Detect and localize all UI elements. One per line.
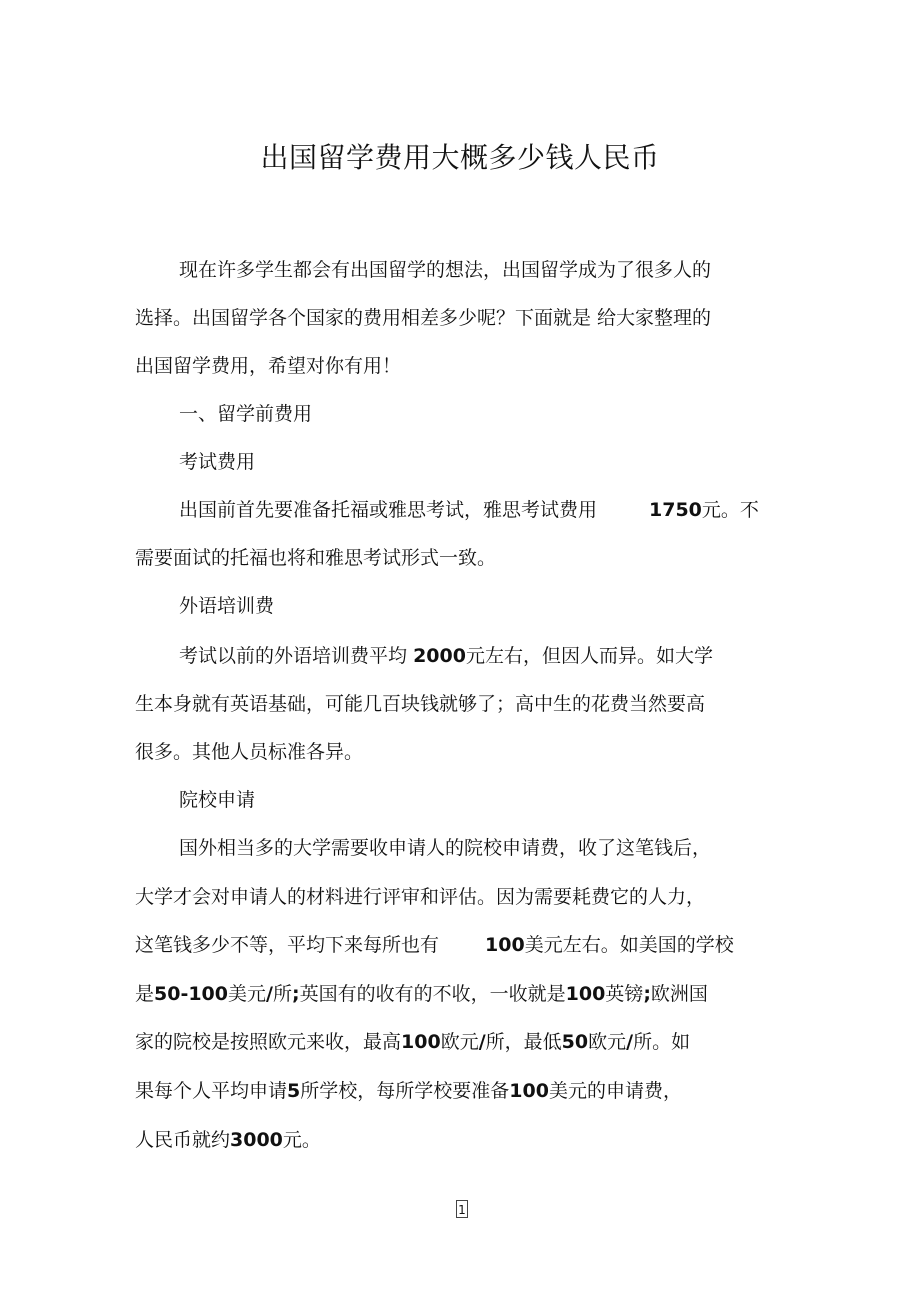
training-line-2: 生本身就有英语基础，可能几百块钱就够了；高中生的花费当然要高 <box>135 693 706 715</box>
application-line-4-uk-text: 英国有的收有的不收，一收就是 <box>299 983 566 1005</box>
application-line-4-per-school: 所 <box>272 983 292 1005</box>
application-line-4-slash: / <box>266 983 273 1005</box>
application-line-4-tail: 欧洲国 <box>650 983 708 1005</box>
application-line-1: 国外相当多的大学需要收申请人的院校申请费，收了这笔钱后， <box>179 837 712 859</box>
exam-line-1-tail: 元。不 <box>701 499 759 521</box>
application-line-4-gbp: 英镑 <box>605 983 644 1005</box>
us-fee-range: 50-100 <box>154 983 229 1005</box>
application-line-4-text: 是 <box>135 983 155 1005</box>
application-line-5-tail: 所。如 <box>633 1031 691 1053</box>
intro-line-3: 出国留学费用，希望对你有用！ <box>135 355 402 377</box>
training-line-3: 很多。其他人员标准各异。 <box>135 741 364 763</box>
document-title: 出国留学费用大概多少钱人民币 <box>260 141 660 174</box>
training-line-1-tail: 元左右，但因人而异。如大学 <box>465 645 713 667</box>
application-line-3-text: 这笔钱多少不等，平均下来每所也有 <box>135 934 440 956</box>
application-line-5-min-text: 所，最低 <box>485 1031 562 1053</box>
application-line-5-eur-2: 欧元 <box>588 1031 627 1053</box>
training-line-1-text: 考试以前的外语培训费平均 <box>179 645 408 667</box>
application-line-5-text: 家的院校是按照欧元来收，最高 <box>135 1031 402 1053</box>
application-line-5 <box>135 1029 690 1055</box>
exam-line-1-text: 出国前首先要准备托福或雅思考试，雅思考试费用 <box>179 499 598 521</box>
average-fee-number: 100 <box>485 934 525 956</box>
application-line-6-text: 果每个人平均申请 <box>135 1080 288 1102</box>
training-line-1 <box>179 643 713 669</box>
subheading-school-application: 院校申请 <box>179 789 256 811</box>
per-school-fee-number: 100 <box>509 1080 549 1102</box>
subheading-language-training: 外语培训费 <box>179 595 275 617</box>
application-line-3 <box>135 932 734 958</box>
section-heading-pre-study-costs: 一、留学前费用 <box>179 403 313 425</box>
application-line-5-slash-2: / <box>626 1031 634 1053</box>
intro-line-1: 现在许多学生都会有出国留学的想法，出国留学成为了很多人的 <box>179 259 712 281</box>
application-line-7 <box>135 1127 321 1153</box>
application-line-4-semicolon-2: ; <box>643 983 651 1005</box>
eu-max-fee-number: 100 <box>401 1031 441 1053</box>
ielts-fee-number: 1750 <box>649 499 702 521</box>
application-line-6-tail: 美元的申请费， <box>548 1080 682 1102</box>
total-rmb-number: 3000 <box>230 1129 283 1151</box>
subheading-exam-fees: 考试费用 <box>179 451 256 473</box>
application-line-7-text: 人民币就约 <box>135 1129 231 1151</box>
exam-line-1 <box>179 497 759 523</box>
application-line-6-mid: 所学校，每所学校要准备 <box>300 1080 510 1102</box>
application-line-3-tail: 美元左右。如美国的学校 <box>524 934 734 956</box>
application-line-2: 大学才会对申请人的材料进行评审和评估。因为需要耗费它的人力， <box>135 886 706 908</box>
application-line-5-eur-1: 欧元 <box>440 1031 479 1053</box>
eu-min-fee-number: 50 <box>561 1031 589 1053</box>
application-line-4-usd: 美元 <box>228 983 267 1005</box>
school-count-number: 5 <box>287 1080 301 1102</box>
uk-fee-number: 100 <box>565 983 606 1005</box>
training-fee-number: 2000 <box>413 645 466 667</box>
application-line-4 <box>135 981 708 1007</box>
application-line-7-tail: 元。 <box>282 1129 321 1151</box>
exam-line-2: 需要面试的托福也将和雅思考试形式一致。 <box>135 547 497 569</box>
application-line-4-semicolon-1: ; <box>292 983 300 1005</box>
application-line-6 <box>135 1078 682 1104</box>
page-number: 1 <box>456 1200 468 1218</box>
application-line-5-slash-1: / <box>478 1031 486 1053</box>
intro-line-2: 选择。出国留学各个国家的费用相差多少呢？下面就是 给大家整理的 <box>135 307 712 329</box>
